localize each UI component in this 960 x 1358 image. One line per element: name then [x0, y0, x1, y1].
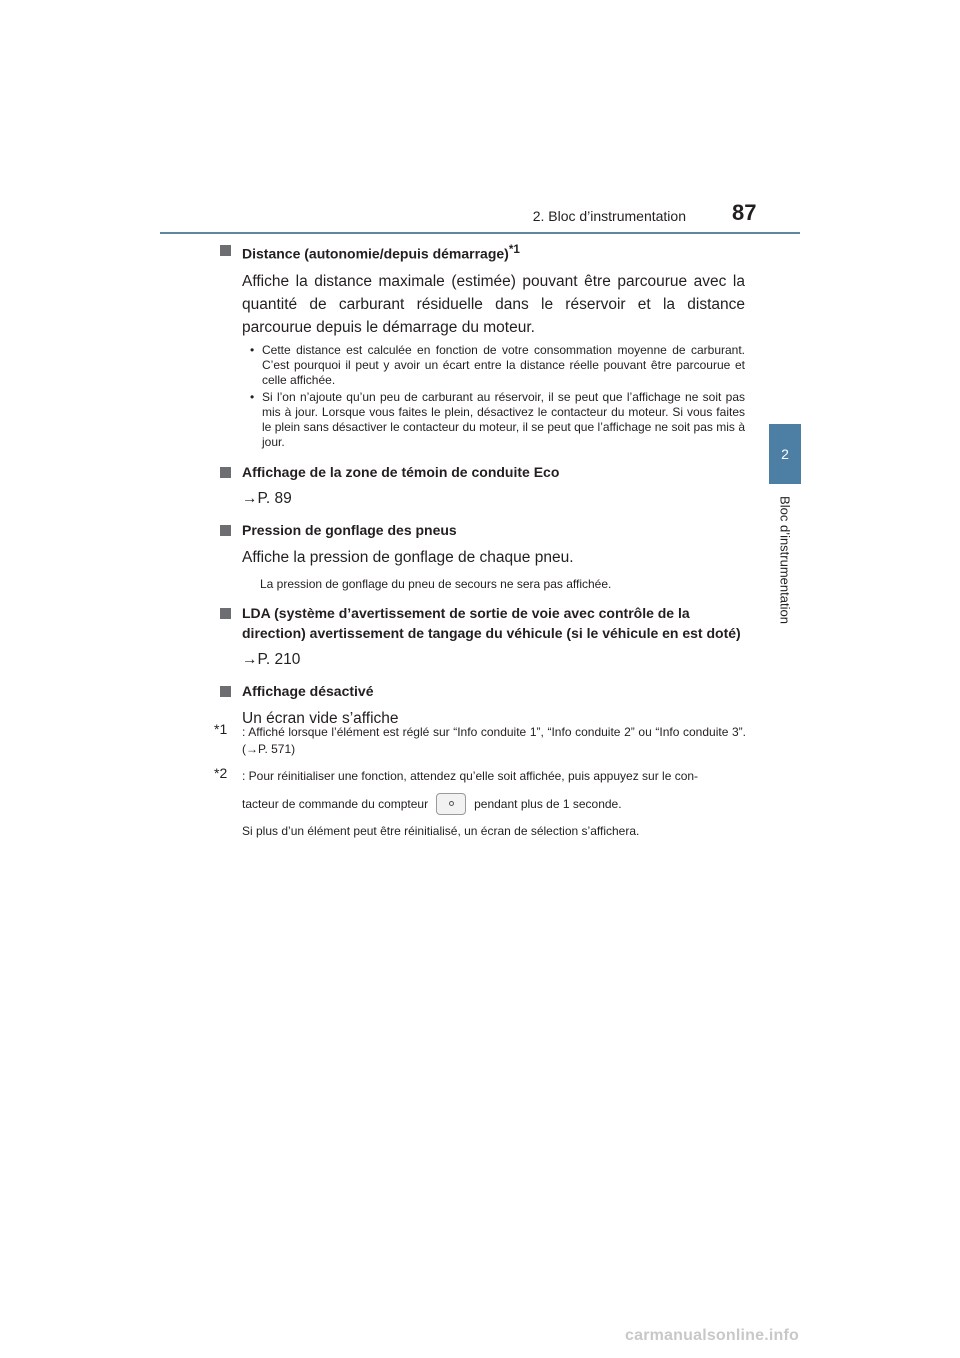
page-reference-link[interactable]: →P. 89: [242, 489, 292, 507]
bullet-dot-icon: •: [250, 342, 255, 357]
section-body-tire-pressure: Affiche la pression de gonflage de chaque pneu.: [242, 548, 574, 566]
square-bullet-icon: [220, 686, 231, 697]
section-title-display-off: Affichage désactivé: [220, 681, 745, 701]
list-item: • Si l’on n’ajoute qu’un peu de carburant au réservoir, il se peut que l’affichage ne soit pas mis à jour. Lorsque vous faites le plein, désactivez le contacteur du moteur. Si vous faites le plein sans désactiver le contacteur du moteur, il se peut que l’affichage ne soit pas mis à jour.: [250, 389, 745, 449]
page-number: 87: [732, 200, 757, 225]
main-content: [220, 238, 745, 730]
footnote-2: *2 : Pour réinitialiser une fonction, attendez qu’elle soit affichée, puis appuyez sur le con- tacteur de commande du compteur pendant plus de 1 seconde. Si plus d’un élément peut être réinitialisé, un écran de sélection s’affichera.: [214, 768, 746, 840]
footnote-mark: *1: [214, 721, 228, 737]
footnote-mark: *2: [214, 765, 228, 781]
section-body-display-off: Un écran vide s’affiche: [242, 709, 399, 727]
header-section-title: 2. Bloc d’instrumentation: [532, 208, 686, 224]
chapter-side-label: Bloc d’instrumentation: [777, 496, 793, 624]
square-bullet-icon: [220, 608, 231, 619]
page-reference-link[interactable]: →P. 210: [242, 650, 301, 668]
footnote-2-line: tacteur de commande du compteur pendant plus de 1 seconde.: [242, 793, 746, 815]
section-title-distance: Distance (autonomie/depuis démarrage)$^{*1}$: [220, 240, 745, 264]
square-bullet-icon: [220, 245, 231, 256]
section-title-lda: LDA (système d’avertissement de sortie de voie avec contrôle de la direction) avertissement de tangage du véhicule (si le véhicule en est doté): [220, 603, 745, 643]
bullet-dot-icon: •: [250, 389, 255, 404]
footnote-ref: *1: [508, 243, 520, 256]
square-bullet-icon: [220, 525, 231, 536]
meter-control-switch-icon: [436, 793, 466, 815]
chapter-tab-number: 2: [781, 446, 789, 462]
chapter-tab[interactable]: [769, 424, 801, 484]
header-rule: [160, 232, 800, 234]
switch-dot-icon: [449, 801, 454, 806]
section-title-eco: Affichage de la zone de témoin de conduite Eco: [220, 462, 745, 482]
note-list-distance: [220, 343, 745, 450]
footnotes: [214, 721, 746, 850]
note-tire-pressure: La pression de gonflage du pneu de secours ne sera pas affichée.: [260, 576, 612, 591]
list-item: • Cette distance est calculée en fonction de votre consommation moyenne de carburant. C’est pourquoi il peut y avoir un écart entre la distance réelle pouvant être parcourue et celle affichée.: [250, 342, 745, 387]
square-bullet-icon: [220, 467, 231, 478]
footnote-1: *1 : Affiché lorsque l’élément est réglé sur “Info conduite 1”, “Info conduite 2” ou “Info conduite 3”. (→P. 571): [214, 721, 746, 756]
footnote-2-last-line: Si plus d’un élément peut être réinitialisé, un écran de sélection s’affichera.: [242, 824, 640, 838]
section-title-tire-pressure: Pression de gonflage des pneus: [220, 520, 745, 540]
section-body-distance: Affiche la distance maximale (estimée) pouvant être parcourue avec la quantité de carburant résiduelle dans le réservoir et la distance parcourue depuis le démarrage du moteur.: [242, 272, 745, 336]
watermark: carmanualsonline.info: [625, 1327, 800, 1344]
